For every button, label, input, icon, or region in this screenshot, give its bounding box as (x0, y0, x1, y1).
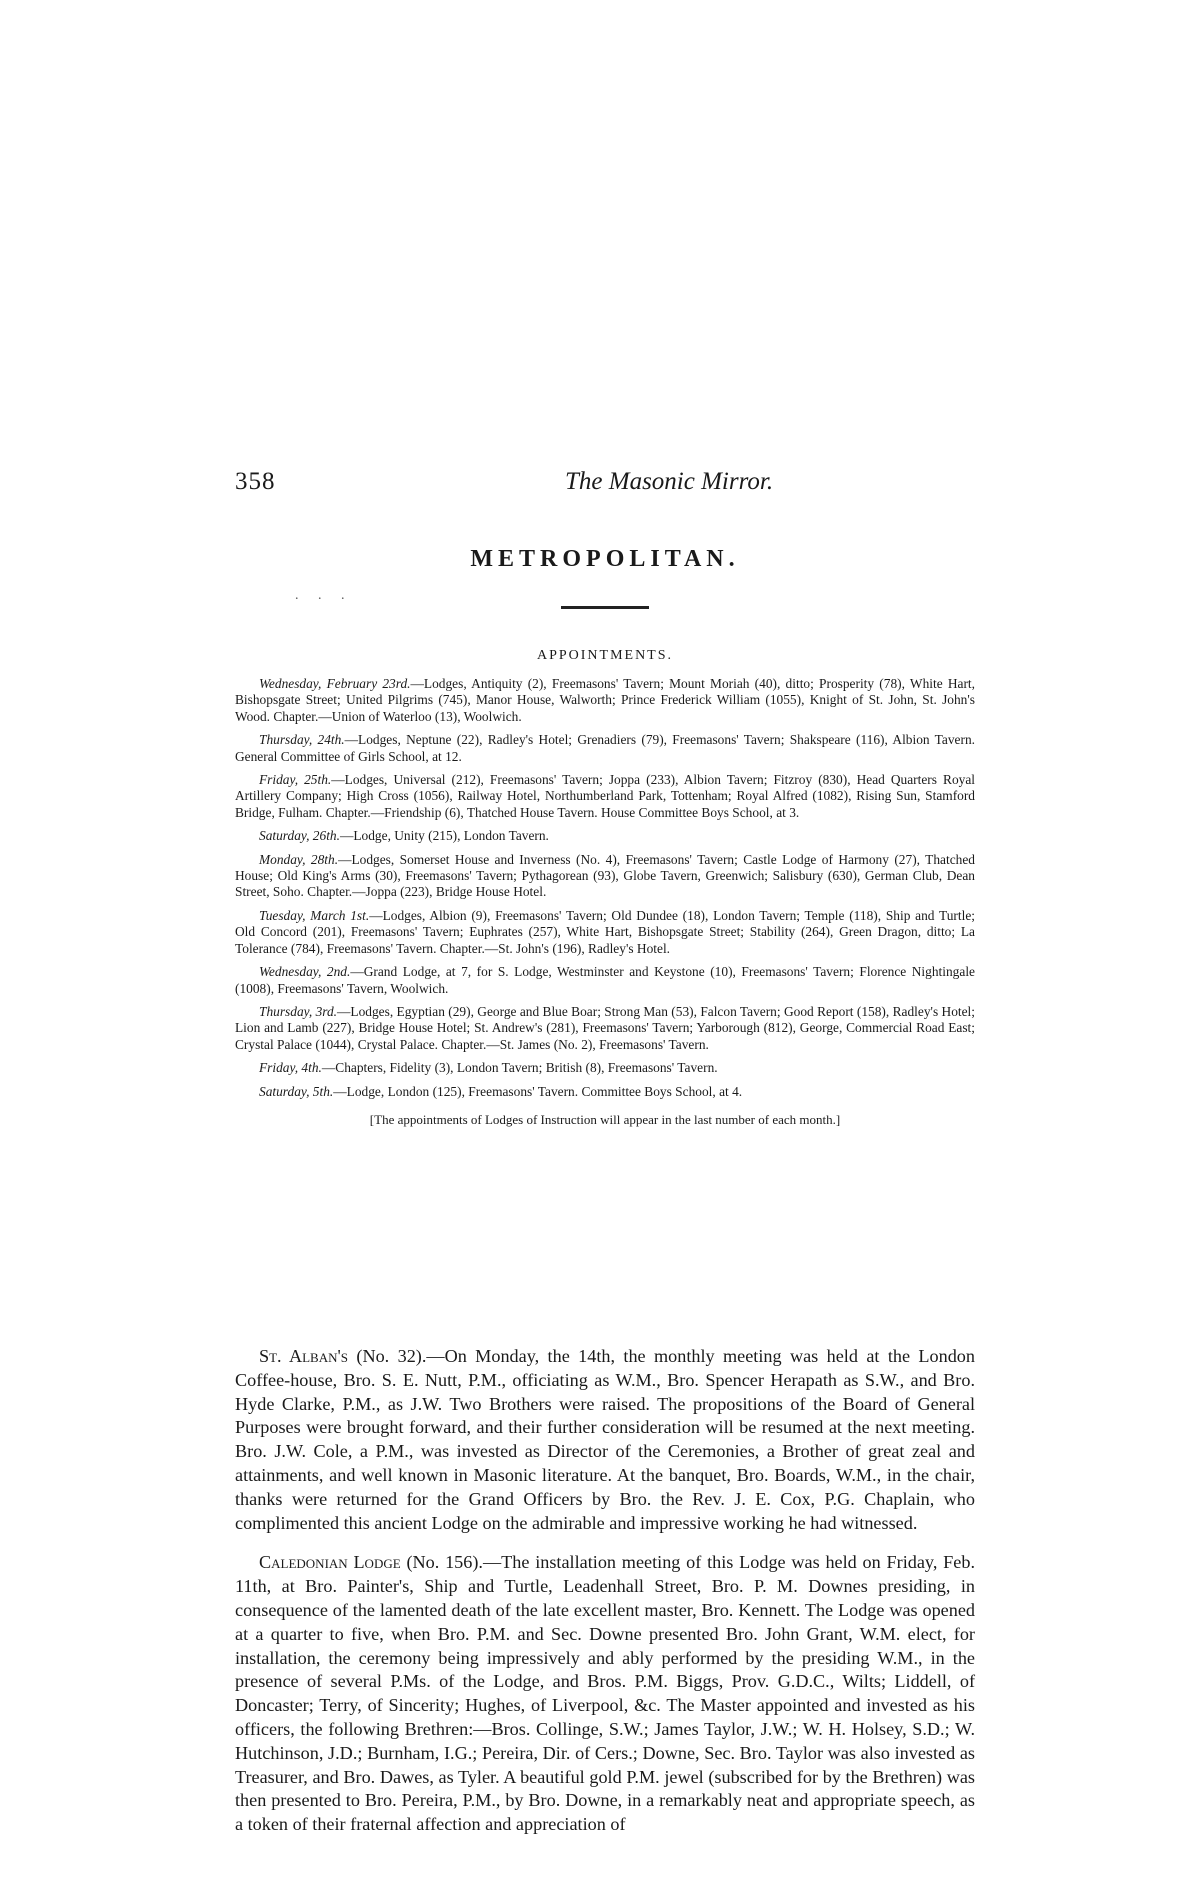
appointment-entry (235, 772, 975, 821)
instruction-note: [The appointments of Lodges of Instruction will appear in the last number of each month.] (369, 1111, 841, 1127)
appointment-entry (235, 732, 975, 765)
appointment-day: Friday, 25th. (259, 772, 332, 788)
appointment-text: —Lodge, Unity (215), London Tavern. (339, 828, 549, 844)
appointment-text: —Lodges, Neptune (22), Radley's Hotel; Grenadiers (79), Freemasons' Tavern; Shakspeare (116), Albion Tavern. General Committee of Girls School, at 12. (235, 732, 975, 764)
section-title: METROPOLITAN. (470, 546, 740, 572)
report-text: (No. 156).—The installation meeting of this Lodge was held on Friday, Feb. 11th, at Bro. Painter's, Ship and Turtle, Leadenhall Street, Bro. P. M. Downes presiding, in consequence of the lamented death of the late excellent master, Bro. Kennett. The Lodge was opened at a quarter to five, when Bro. P.M. and Sec. Downe presented Bro. John Grant, W.M. elect, for installation, the ceremony being impressively and ably performed by the presiding W.M., in the presence of several P.Ms. of the Lodge, and Bros. P.M. Biggs, Prov. G.D.C., Wilts; Liddell, of Doncaster; Terry, of Sincerity; Hughes, of Liverpool, &c. The Master appointed and invested as his officers, the following Brethren:—Bros. Collinge, S.W.; James Taylor, J.W.; W. H. Holsey, S.D.; W. Hutchinson, J.D.; Burnham, I.G.; Pereira, Dir. of Cers.; Downe, Sec. Bro. Taylor was also invested as Treasurer, and Bro. Dawes, as Tyler. A beautiful gold P.M. jewel (subscribed for by the Brethren) was then presented to Bro. Pereira, P.M., by Bro. Downe, in a remarkably neat and appropriate speech, as a token of their fraternal affection and appreciation of (235, 1552, 975, 1835)
appointment-entry (235, 908, 975, 957)
title-rule (561, 606, 649, 609)
appointment-day: Monday, 28th. (259, 851, 339, 867)
report-lead: Caledonian Lodge (259, 1552, 401, 1573)
appointment-text: —Lodges, Egyptian (29), George and Blue Boar; Strong Man (53), Falcon Tavern; Good Report (158), Radley's Hotel; Lion and Lamb (227), Bridge House Hotel; St. Andrew's (281), Freemasons' Tavern; Yarborough (812), George, Commercial Road East; Crystal Palace (1044), Crystal Palace. Chapter.—St. James (No. 2), Freemasons' Tavern. (235, 1003, 975, 1052)
appointment-day: Saturday, 5th. (259, 1083, 334, 1099)
lodge-reports (235, 1345, 975, 1853)
appointment-entry (235, 852, 975, 901)
appointment-entry (235, 1004, 975, 1053)
appointment-entry (235, 828, 975, 844)
appointment-day: Wednesday, February 23rd. (259, 676, 411, 691)
appointment-text: —Lodges, Universal (212), Freemasons' Tavern; Joppa (233), Albion Tavern; Fitzroy (830), Head Quarters Royal Artillery Company; High Cross (1056), Railway Hotel, Northumberland Park, Tottenham; Royal Alfred (1082), Rising Sun, Stamford Bridge, Fulham. Chapter.—Friendship (6), Thatched House Tavern. House Committee Boys School, at 3. (235, 772, 975, 820)
appointment-text: —Lodges, Somerset House and Inverness (No. 4), Freemasons' Tavern; Castle Lodge of Harmony (27), Thatched House; Old King's Arms (30), Freemasons' Tavern; Pythagorean (93), Globe Tavern, Greenwich; Salisbury (630), German Club, Dean Street, Soho. Chapter.—Joppa (223), Bridge House Hotel. (235, 851, 976, 900)
appointment-text: —Chapters, Fidelity (3), London Tavern; British (8), Freemasons' Tavern. (321, 1060, 718, 1076)
appointments-heading: APPOINTMENTS. (536, 648, 674, 663)
report-lead: St. Alban's (259, 1346, 349, 1366)
report-paragraph (235, 1345, 975, 1535)
appointment-entry (235, 964, 975, 997)
appointment-entry (235, 1084, 975, 1100)
appointment-entry (235, 1060, 975, 1076)
appointment-day: Friday, 4th. (259, 1060, 322, 1076)
appointment-entry (235, 676, 975, 725)
appointment-text: —Lodge, London (125), Freemasons' Tavern. Committee Boys School, at 4. (333, 1083, 743, 1099)
appointment-text: —Lodges, Albion (9), Freemasons' Tavern; Old Dundee (18), London Tavern; Temple (118), Ship and Turtle; Old Concord (201), Freemasons' Tavern; Euphrates (257), White Hart, Bishopsgate Street; Stability (264), Green Dragon, ditto; La Tolerance (784), Freemasons' Tavern. Chapter.—St. John's (196), Radley's Hotel. (235, 907, 975, 956)
appointment-day: Saturday, 26th. (259, 828, 340, 844)
appointment-text: —Lodges, Antiquity (2), Freemasons' Tavern; Mount Moriah (40), ditto; Prosperity (78), White Hart, Bishopsgate Street; United Pilgrims (745), Manor House, Walworth; Prince Frederick William (1055), Knight of St. John, St. John's Wood. Chapter.—Union of Waterloo (13), Woolwich. (235, 676, 975, 724)
report-text: (No. 32).—On Monday, the 14th, the monthly meeting was held at the London Coffee-house, Bro. S. E. Nutt, P.M., officiating as W.M., Bro. Spencer Herapath as S.W., and Bro. Hyde Clarke, P.M., as J.W. Two Brothers were raised. The propositions of the Board of General Purposes were brought forward, and their further consideration will be resumed at the next meeting. Bro. J.W. Cole, a P.M., was invested as Director of the Ceremonies, a Brother of great zeal and attainments, and well known in Masonic literature. At the banquet, Bro. Boards, W.M., in the chair, thanks were returned for the Grand Officers by Bro. the Rev. J. E. Cox, P.G. Chaplain, who complimented this ancient Lodge on the admirable and impressive working he had witnessed. (235, 1346, 975, 1533)
appointment-text: —Grand Lodge, at 7, for S. Lodge, Westminster and Keystone (10), Freemasons' Tavern; Florence Nightingale (1008), Freemasons' Tavern, Woolwich. (235, 964, 975, 996)
appointment-day: Tuesday, March 1st. (259, 907, 370, 923)
appointment-day: Wednesday, 2nd. (259, 964, 351, 980)
running-title: The Masonic Mirror. (565, 468, 774, 495)
report-paragraph (235, 1551, 975, 1837)
appointment-day: Thursday, 24th. (259, 732, 345, 748)
appointments-list (235, 676, 975, 1141)
stray-marks: . . . (295, 588, 353, 603)
appointment-day: Thursday, 3rd. (259, 1003, 338, 1019)
page-number: 358 (235, 468, 276, 495)
